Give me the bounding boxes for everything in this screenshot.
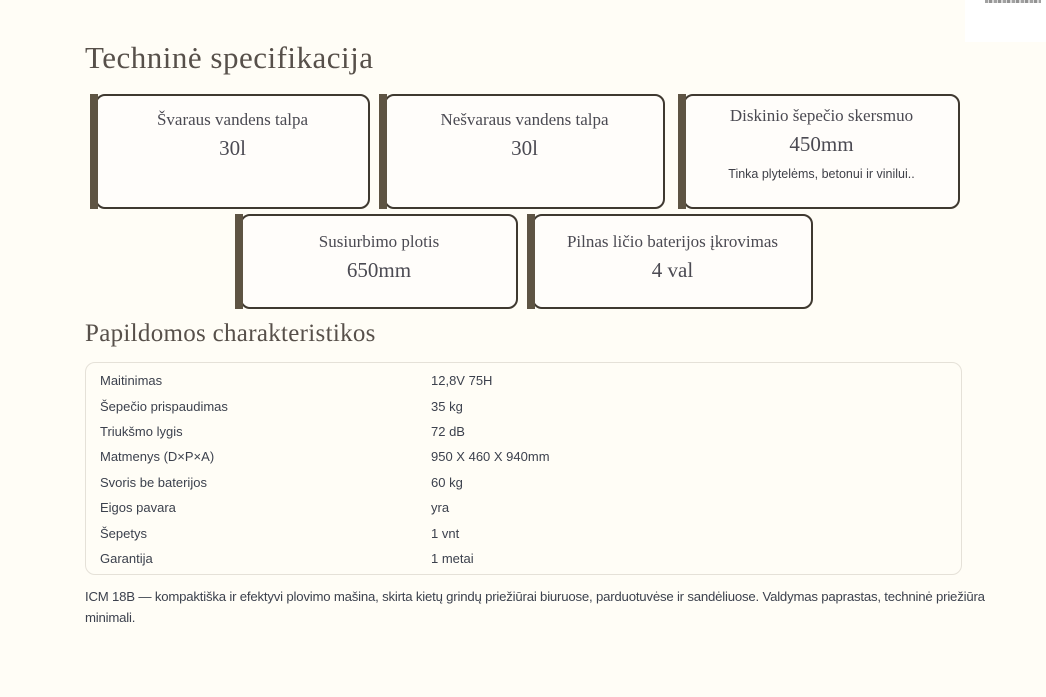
spec-card-dirty-water-capacity	[384, 94, 665, 209]
spec-card-value: 30l	[219, 135, 246, 160]
row-label: Šepetys	[100, 525, 147, 541]
row-value: 72 dB	[431, 423, 465, 439]
row-label: Eigos pavara	[100, 500, 176, 516]
row-value: 950 X 460 X 940mm	[431, 449, 550, 465]
table-row	[86, 546, 961, 571]
row-label: Triukšmo lygis	[100, 423, 183, 439]
spec-card-title: Diskinio šepečio skersmuo	[729, 106, 914, 125]
row-value: 35 kg	[431, 398, 463, 414]
table-row	[86, 470, 961, 495]
row-label: Šepečio prispaudimas	[100, 398, 228, 414]
table-row	[86, 368, 961, 393]
spec-card-clean-water-capacity	[95, 94, 370, 209]
spec-card-title: Švaraus vandens talpa	[156, 110, 309, 129]
row-value: 1 metai	[431, 550, 474, 566]
spec-card-suction-width	[240, 214, 518, 309]
table-row	[86, 419, 961, 444]
row-value: 60 kg	[431, 474, 463, 490]
spec-card-value: 4 val	[651, 257, 694, 282]
corner-overlay	[965, 0, 1046, 42]
row-value: 1 vnt	[431, 525, 460, 541]
page-title: Techninė specifikacija	[85, 40, 374, 75]
spec-card-value: 450mm	[789, 131, 854, 156]
section-title: Papildomos charakteristikos	[85, 320, 376, 347]
row-label: Garantija	[100, 550, 153, 566]
table-row	[86, 444, 961, 469]
row-label: Svoris be baterijos	[100, 474, 207, 490]
row-label: Maitinimas	[100, 373, 163, 389]
truncated-corner-text	[985, 0, 1041, 3]
spec-card-brush-diameter	[683, 94, 960, 209]
spec-card-title: Pilnas ličio baterijos įkrovimas	[566, 232, 779, 251]
spec-card-battery-charge-time	[532, 214, 813, 309]
row-label: Matmenys (D×P×A)	[100, 449, 215, 465]
characteristics-table	[85, 362, 962, 575]
table-row	[86, 495, 961, 520]
spec-card-title: Nešvaraus vandens talpa	[440, 110, 609, 129]
table-row	[86, 520, 961, 545]
row-value: 12,8V 75H	[431, 373, 493, 389]
spec-card-note: Tinka plytelėms, betonui ir vinilui..	[728, 167, 915, 182]
spec-card-value: 650mm	[346, 257, 412, 282]
spec-card-value: 30l	[511, 135, 538, 160]
table-row	[86, 393, 961, 418]
product-description: ICM 18B — kompaktiška ir efektyvi plovimo mašina, skirta kietų grindų priežiūrai biuruose, parduotuvėse ir sandėliuose. Valdymas paprastas, techninė priežiūra minimali.	[85, 589, 985, 625]
spec-card-title: Susiurbimo plotis	[318, 232, 440, 251]
row-value: yra	[431, 500, 450, 516]
